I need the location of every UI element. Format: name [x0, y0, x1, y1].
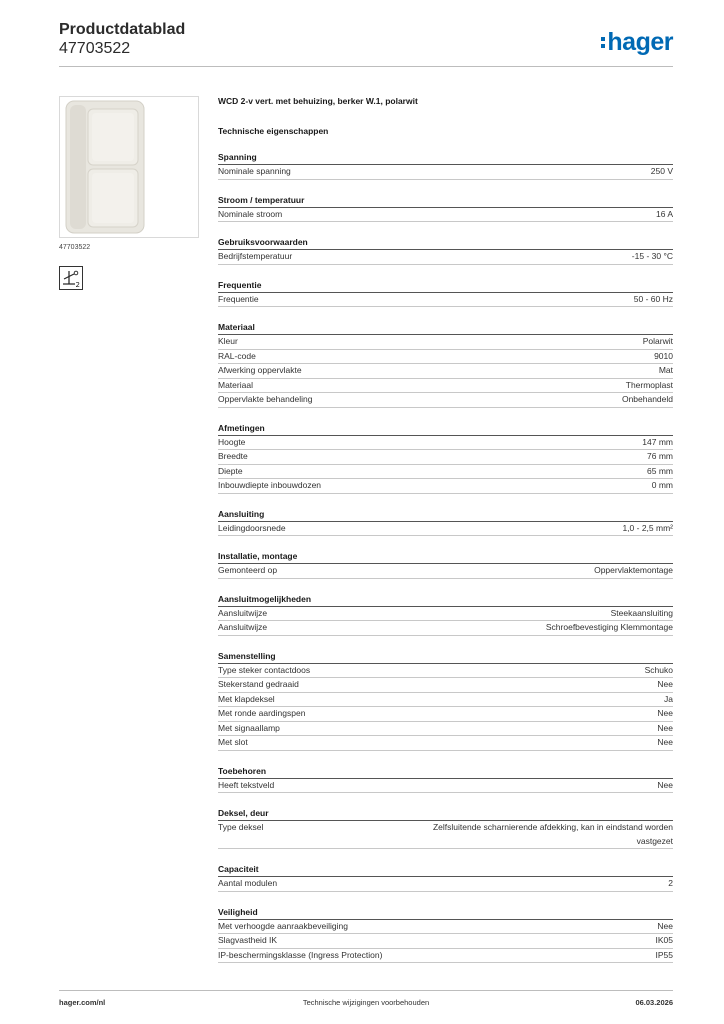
spec-value: Nee [657, 779, 673, 790]
spec-value: 250 V [650, 166, 673, 176]
spec-label: Oppervlakte behandeling [218, 394, 313, 404]
section-title: Gebruiksvoorwaarden [218, 236, 673, 250]
spec-value: Ja [664, 693, 673, 704]
spec-value: 16 A [655, 208, 673, 219]
spec-row [218, 821, 673, 849]
spec-section [218, 550, 673, 579]
spec-value: 2 [668, 878, 673, 888]
spec-row [218, 364, 673, 379]
section-title: Spanning [218, 151, 673, 165]
spec-value: Nee [657, 737, 673, 747]
spec-label: Met klapdeksel [218, 693, 275, 704]
image-caption: 47703522 [59, 244, 91, 251]
spec-section [218, 194, 673, 223]
spec-label: Materiaal [218, 379, 253, 390]
spec-row [218, 779, 673, 794]
spec-value: Polarwit [642, 336, 673, 346]
product-title: WCD 2-v vert. met behuizing, berker W.1, polarwit [218, 96, 418, 106]
footer-divider [59, 990, 673, 991]
hager-logo [601, 28, 673, 56]
spec-value: 0 mm [651, 480, 673, 490]
spec-value: 65 mm [647, 465, 673, 476]
tech-heading: Technische eigenschappen [218, 126, 329, 136]
spec-row [218, 465, 673, 480]
spec-value: IP55 [655, 949, 673, 960]
spec-row [218, 621, 673, 636]
spec-row [218, 522, 673, 537]
spec-row [218, 208, 673, 223]
spec-row [218, 479, 673, 494]
spec-label: Met verhoogde aanraakbeveiliging [218, 920, 348, 931]
section-title: Toebehoren [218, 765, 673, 779]
spec-sections [218, 151, 673, 963]
spec-value: Schroefbevestiging Klemmontage [545, 622, 673, 632]
spec-row [218, 564, 673, 579]
spec-row [218, 436, 673, 451]
header-divider [59, 66, 673, 67]
spec-section [218, 593, 673, 636]
spec-value: 147 mm [642, 436, 673, 447]
section-title: Materiaal [218, 321, 673, 335]
spec-row [218, 877, 673, 892]
spec-row [218, 678, 673, 693]
spec-label: Aantal modulen [218, 878, 278, 888]
footer-notice: Technische wijzigingen voorbehouden [302, 998, 430, 1007]
spec-label: Met ronde aardingspen [218, 708, 306, 718]
document-title: Productdatablad [59, 21, 186, 38]
section-title: Aansluitmogelijkheden [218, 593, 673, 607]
spec-value: Nee [657, 679, 673, 689]
spec-label: IP-beschermingsklasse (Ingress Protection) [218, 949, 383, 960]
spec-label: Leidingdoorsnede [218, 522, 286, 533]
double-socket-outlet-icon [60, 97, 198, 237]
spec-label: Nominale stroom [218, 208, 283, 219]
spec-value: Onbehandeld [621, 394, 673, 404]
spec-value: Nee [657, 722, 673, 733]
spec-label: Gemonteerd op [218, 565, 278, 575]
spec-value: -15 - 30 °C [631, 251, 673, 261]
section-title: Aansluiting [218, 508, 673, 522]
section-title: Capaciteit [218, 863, 673, 877]
spec-content [218, 96, 673, 963]
section-title: Frequentie [218, 279, 673, 293]
spec-row [218, 335, 673, 350]
spec-label: Met slot [218, 737, 248, 747]
spec-row [218, 664, 673, 679]
spec-label: Bedrijfstemperatuur [218, 251, 293, 261]
spec-section [218, 863, 673, 892]
spec-label: Kleur [218, 336, 238, 346]
spec-value: Thermoplast [625, 379, 673, 390]
spec-value: 50 - 60 Hz [633, 293, 673, 304]
spec-value: 1,0 - 2,5 mm² [622, 522, 673, 533]
footer-date: 06.03.2026 [635, 998, 673, 1007]
spec-row [218, 693, 673, 708]
spec-label: Aansluitwijze [218, 622, 268, 632]
logo-colon-icon [601, 37, 605, 51]
spec-value: Schuko [644, 664, 673, 675]
page-header [59, 20, 673, 68]
spec-section [218, 765, 673, 794]
spec-row [218, 920, 673, 935]
spec-label: Type steker contactdoos [218, 664, 311, 675]
spec-value: Nee [657, 708, 673, 718]
spec-value: 76 mm [647, 451, 673, 461]
spec-section [218, 279, 673, 308]
section-title: Samenstelling [218, 650, 673, 664]
spec-value: Nee [657, 920, 673, 931]
spec-label: Nominale spanning [218, 166, 291, 176]
spec-section [218, 807, 673, 849]
ik-impact-symbol-icon [59, 266, 83, 290]
spec-row [218, 707, 673, 722]
document-number: 47703522 [59, 40, 131, 57]
product-image [59, 96, 199, 238]
spec-label: RAL-code [218, 350, 256, 361]
spec-row [218, 350, 673, 365]
spec-row [218, 722, 673, 737]
spec-row [218, 607, 673, 622]
spec-row [218, 450, 673, 465]
spec-row [218, 165, 673, 180]
section-title: Installatie, montage [218, 550, 673, 564]
spec-section [218, 151, 673, 180]
spec-row [218, 393, 673, 408]
spec-row [218, 736, 673, 751]
spec-section [218, 906, 673, 964]
spec-label: Aansluitwijze [218, 607, 268, 618]
spec-row [218, 293, 673, 308]
footer-website-link[interactable]: hager.com/nl [59, 998, 106, 1007]
spec-label: Diepte [218, 465, 243, 476]
spec-section [218, 321, 673, 408]
spec-label: Stekerstand gedraaid [218, 679, 299, 689]
spec-section [218, 650, 673, 751]
spec-row [218, 949, 673, 964]
section-title: Stroom / temperatuur [218, 194, 673, 208]
svg-text:2: 2 [75, 281, 80, 289]
spec-label: Afwerking oppervlakte [218, 365, 302, 375]
spec-label: Met signaallamp [218, 722, 280, 733]
spec-label: Breedte [218, 451, 248, 461]
section-title: Afmetingen [218, 422, 673, 436]
spec-value: Mat [658, 365, 673, 375]
spec-label: Frequentie [218, 293, 259, 304]
spec-label: Hoogte [218, 436, 246, 447]
section-title: Veiligheid [218, 906, 673, 920]
spec-label: Inbouwdiepte inbouwdozen [218, 480, 322, 490]
spec-label: Heeft tekstveld [218, 779, 275, 790]
spec-value: Steekaansluiting [610, 607, 673, 618]
spec-row [218, 379, 673, 394]
spec-value: Oppervlaktemontage [594, 565, 673, 575]
spec-section [218, 422, 673, 494]
spec-value: IK05 [655, 935, 673, 945]
spec-label: Type deksel [218, 822, 264, 832]
spec-value: 9010 [654, 350, 673, 361]
spec-section [218, 236, 673, 265]
spec-row [218, 250, 673, 265]
spec-label: Slagvastheid IK [218, 935, 278, 945]
spec-section [218, 508, 673, 537]
section-title: Deksel, deur [218, 807, 673, 821]
spec-value: Zelfsluitende scharnierende afdekking, kan in eindstand worden vastgezet [432, 822, 673, 846]
logo-text: hager [607, 28, 673, 56]
spec-row [218, 934, 673, 949]
